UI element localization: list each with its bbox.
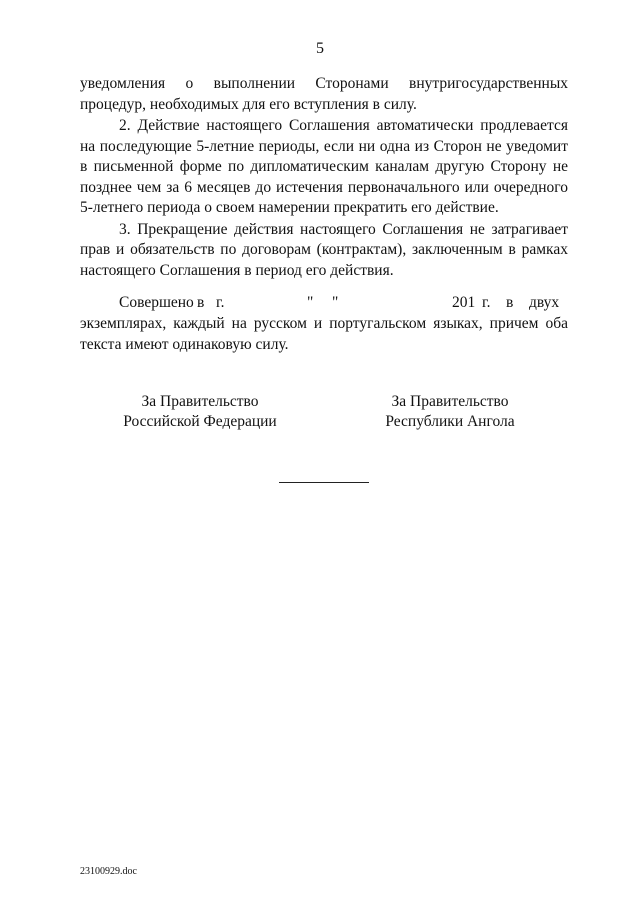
signatory-angola-line1: За Правительство — [391, 393, 509, 410]
date-quote-close: " — [332, 294, 339, 311]
done-in: в — [506, 294, 514, 311]
page-number: 5 — [316, 40, 324, 57]
done-two: двух — [529, 294, 560, 311]
signatory-angola-line2: Республики Ангола — [385, 413, 515, 430]
done-city-abbr: г. — [216, 294, 225, 311]
signatory-russia-line1: За Правительство — [141, 393, 259, 410]
done-clause — [80, 292, 568, 355]
signatory-russia-line2: Российской Федерации — [123, 413, 277, 430]
year-prefix: 201 — [452, 294, 476, 311]
signatory-angola — [360, 392, 540, 432]
done-preposition: в — [197, 294, 205, 311]
date-quote-open: " — [307, 294, 314, 311]
done-clause-rest: экземплярах, каждый на русском и португальском языках, причем оба текста имеют одинаковую силу. — [80, 315, 568, 353]
done-word: Совершено — [119, 294, 194, 311]
year-suffix: г. — [482, 294, 491, 311]
paragraph-2: 2. Действие настоящего Соглашения автоматически продлевается на последующие 5-летние периоды, если ни одна из Сторон не уведомит в письменной форме по дипломатическим каналам другую Сторону не позднее чем за 6 месяцев до истечения первоначального или очередного 5-летнего периода о своем намерении прекратить его действие. — [80, 117, 568, 216]
footer-filename: 23100929.doc — [80, 866, 137, 877]
end-rule — [279, 482, 369, 483]
paragraph-3: 3. Прекращение действия настоящего Соглашения не затрагивает прав и обязательств по договорам (контрактам), заключенным в рамках настоящего Соглашения в период его действия. — [80, 220, 568, 279]
signatory-russia — [110, 392, 290, 432]
paragraph-continuation: уведомления о выполнении Сторонами внутригосударственных процедур, необходимых для его вступления в силу. — [80, 75, 568, 113]
document-body — [80, 74, 568, 282]
done-clause-first-line — [80, 292, 568, 313]
